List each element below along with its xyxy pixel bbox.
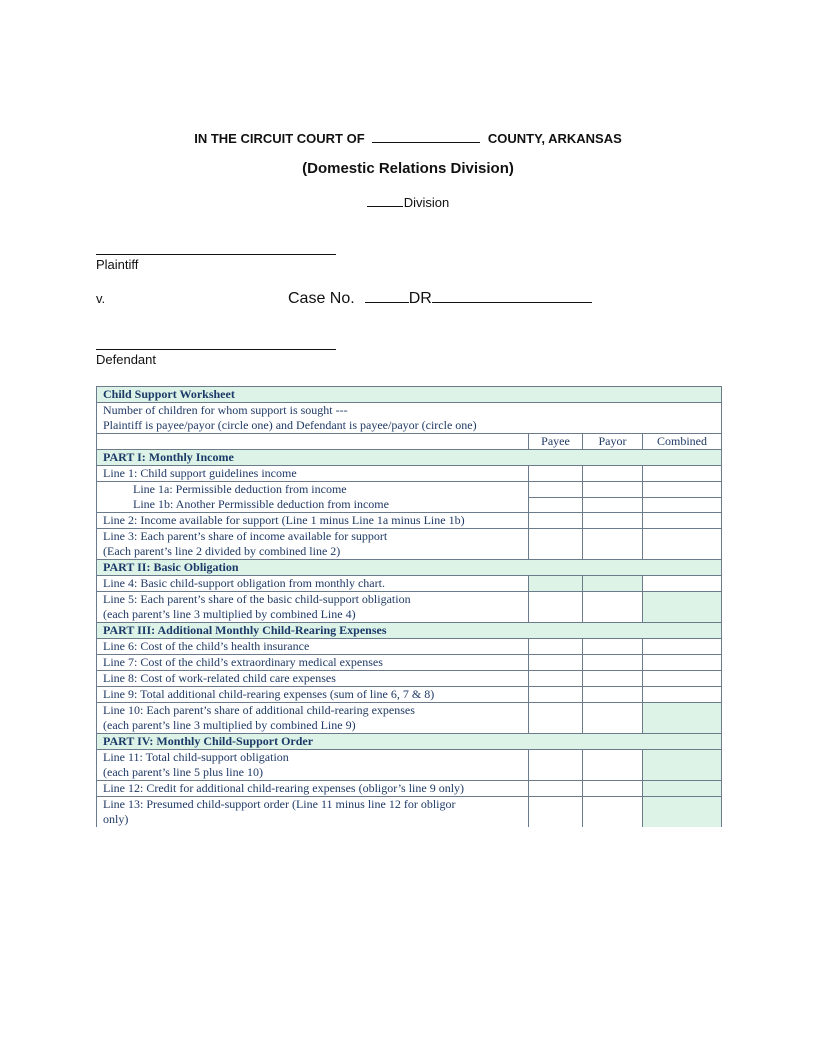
line8-label: Line 8: Cost of work-related child care expenses [97,671,529,687]
county-blank [372,130,480,143]
payee-payor-text: Plaintiff is payee/payor (circle one) and Defendant is payee/payor (circle one) [103,418,477,432]
line9-row [97,687,722,703]
line5-payee[interactable] [529,592,583,623]
line10-payor[interactable] [583,703,643,734]
children-count-text: Number of children for whom support is sought --- [103,403,348,417]
part4-title: PART IV: Monthly Child-Support Order [97,734,722,750]
line11-combined[interactable] [643,750,722,781]
line13-row [97,797,722,828]
case-label: Case No. [288,290,355,307]
line1a-payor[interactable] [583,482,643,498]
col-combined: Combined [643,434,722,450]
line1b-row [97,497,722,513]
line12-payee[interactable] [529,781,583,797]
line11-row [97,750,722,781]
line3-row [97,529,722,560]
line3-payee[interactable] [529,529,583,560]
line5-label [97,592,529,623]
division-title: (Domestic Relations Division) [302,160,514,177]
line10-combined[interactable] [643,703,722,734]
line1b-label: Line 1b: Another Permissible deduction from income [97,497,529,513]
part1-header-row [97,450,722,466]
case-number [288,288,592,308]
line1a-label: Line 1a: Permissible deduction from income [97,482,529,498]
line10-row [97,703,722,734]
defendant-label: Defendant [96,352,156,367]
line2-payee[interactable] [529,513,583,529]
line8-combined[interactable] [643,671,722,687]
line3-text: Line 3: Each parent’s share of income available for support [103,529,388,543]
line2-payor[interactable] [583,513,643,529]
part3-header-row [97,623,722,639]
line1-payee[interactable] [529,466,583,482]
line6-payee[interactable] [529,639,583,655]
line4-payee[interactable] [529,576,583,592]
line9-combined[interactable] [643,687,722,703]
line5-payor[interactable] [583,592,643,623]
court-prefix: IN THE CIRCUIT COURT OF [194,131,365,146]
line1-combined[interactable] [643,466,722,482]
line13-payor[interactable] [583,797,643,828]
line12-row [97,781,722,797]
line12-label: Line 12: Credit for additional child-rearing expenses (obligor’s line 9 only) [97,781,529,797]
line5-combined[interactable] [643,592,722,623]
line13-label [97,797,529,828]
part1-title: PART I: Monthly Income [97,450,722,466]
line2-row [97,513,722,529]
line5-row [97,592,722,623]
line2-label: Line 2: Income available for support (Line 1 minus Line 1a minus Line 1b) [97,513,529,529]
part4-header-row [97,734,722,750]
line7-row [97,655,722,671]
line1a-row [97,482,722,498]
division-blank [367,194,403,207]
line3-note: (Each parent’s line 2 divided by combined line 2) [103,544,341,558]
division-name-line [0,194,816,210]
line10-note: (each parent’s line 3 multiplied by combined Line 9) [103,718,356,732]
line10-label [97,703,529,734]
line5-note: (each parent’s line 3 multiplied by combined Line 4) [103,607,356,621]
line1b-combined[interactable] [643,497,722,513]
line1a-payee[interactable] [529,482,583,498]
line10-text: Line 10: Each parent’s share of additional child-rearing expenses [103,703,415,717]
line4-row [97,576,722,592]
line6-combined[interactable] [643,639,722,655]
part2-title: PART II: Basic Obligation [97,560,722,576]
line9-label: Line 9: Total additional child-rearing expenses (sum of line 6, 7 & 8) [97,687,529,703]
line13-text: Line 13: Presumed child-support order (Line 11 minus line 12 for obligor [103,797,456,811]
line1-payor[interactable] [583,466,643,482]
line7-label: Line 7: Cost of the child’s extraordinary medical expenses [97,655,529,671]
court-heading [0,130,816,146]
defendant-signature-line [96,349,336,350]
case-infix: DR [408,290,432,307]
line6-row [97,639,722,655]
line4-payor[interactable] [583,576,643,592]
col-payee: Payee [529,434,583,450]
intro-row [97,403,722,434]
line13-payee[interactable] [529,797,583,828]
line1b-payor[interactable] [583,497,643,513]
line7-combined[interactable] [643,655,722,671]
division-label: Division [403,195,450,210]
line11-payee[interactable] [529,750,583,781]
column-header-row [97,434,722,450]
child-support-worksheet [96,386,722,827]
line1-row [97,466,722,482]
line2-combined[interactable] [643,513,722,529]
line4-combined[interactable] [643,576,722,592]
court-suffix: COUNTY, ARKANSAS [487,131,622,146]
line3-label [97,529,529,560]
line1-label: Line 1: Child support guidelines income [97,466,529,482]
line1b-payee[interactable] [529,497,583,513]
plaintiff-label: Plaintiff [96,257,139,272]
line11-note: (each parent’s line 5 plus line 10) [103,765,263,779]
line11-label [97,750,529,781]
case-blank-2 [432,288,592,303]
line6-label: Line 6: Cost of the child’s health insurance [97,639,529,655]
line3-combined[interactable] [643,529,722,560]
line6-payor[interactable] [583,639,643,655]
line4-label: Line 4: Basic child-support obligation from monthly chart. [97,576,529,592]
line12-combined[interactable] [643,781,722,797]
line9-payee[interactable] [529,687,583,703]
line10-payee[interactable] [529,703,583,734]
line5-text: Line 5: Each parent’s share of the basic child-support obligation [103,592,411,606]
line8-row [97,671,722,687]
line3-payor[interactable] [583,529,643,560]
line8-payor[interactable] [583,671,643,687]
line11-payor[interactable] [583,750,643,781]
line11-text: Line 11: Total child-support obligation [103,750,289,764]
line13-combined[interactable] [643,797,722,828]
line8-payee[interactable] [529,671,583,687]
case-blank-1 [365,288,409,303]
line13-note: only) [103,812,129,826]
intro-cell [97,403,722,434]
versus-label: v. [96,291,106,306]
line7-payee[interactable] [529,655,583,671]
worksheet-title: Child Support Worksheet [97,387,722,403]
col-payor: Payor [583,434,643,450]
part3-title: PART III: Additional Monthly Child-Rearing Expenses [97,623,722,639]
line7-payor[interactable] [583,655,643,671]
line12-payor[interactable] [583,781,643,797]
line1a-combined[interactable] [643,482,722,498]
plaintiff-signature-line [96,254,336,255]
part2-header-row [97,560,722,576]
line9-payor[interactable] [583,687,643,703]
blank-header-cell [97,434,529,450]
worksheet-title-row [97,387,722,403]
